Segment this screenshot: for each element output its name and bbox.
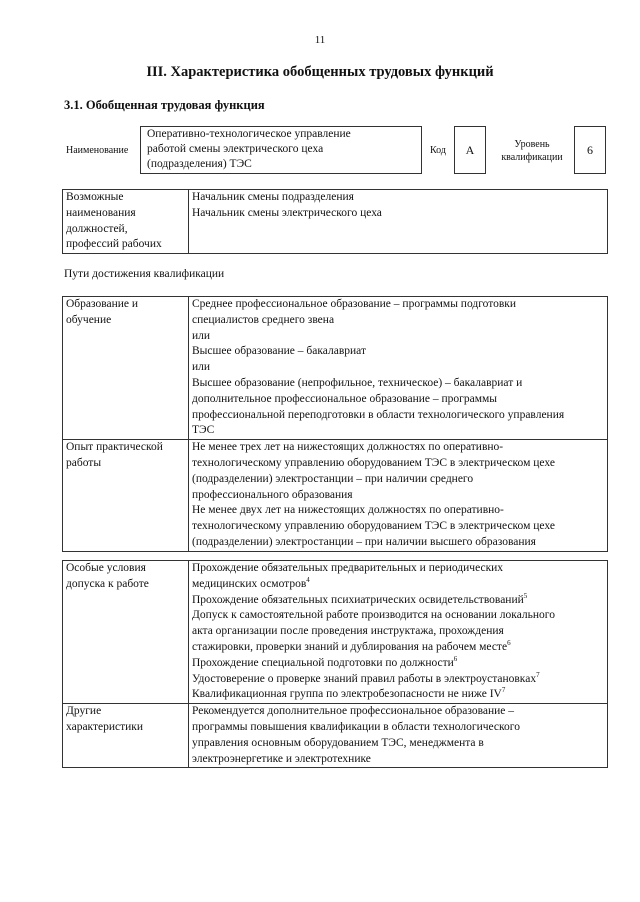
experience-values bbox=[189, 440, 608, 552]
education-line: или bbox=[192, 329, 211, 342]
admission-line: Прохождение специальной подготовки по должности$^6$ bbox=[192, 654, 458, 669]
paths-title: Пути достижения квалификации bbox=[64, 268, 225, 280]
positions-label-line: должностей, bbox=[66, 222, 128, 235]
experience-label bbox=[63, 440, 189, 552]
experience-label-line: Опыт практической bbox=[66, 441, 163, 454]
admission-values bbox=[189, 561, 608, 704]
education-label-line: обучение bbox=[66, 313, 112, 326]
admission-line: акта организации после проведения инструктажа, прохождения bbox=[192, 625, 504, 638]
education-line: специалистов среднего звена bbox=[192, 313, 335, 326]
function-name-line: (подразделения) ТЭС bbox=[147, 158, 252, 170]
paths-table bbox=[62, 296, 608, 552]
code-value: A bbox=[454, 126, 486, 174]
education-label-line: Образование и bbox=[66, 298, 139, 310]
education-line: дополнительное профессиональное образование – программы bbox=[192, 392, 497, 405]
admission-line: Допуск к самостоятельной работе производится на основании локального bbox=[192, 609, 555, 622]
positions-label-line: Возможные bbox=[66, 191, 124, 203]
level-label bbox=[496, 138, 568, 164]
education-line: Высшее образование – бакалавриат bbox=[192, 345, 366, 358]
position-item: Начальник смены электрического цеха bbox=[192, 206, 382, 219]
level-label-line: Уровень bbox=[514, 139, 550, 150]
function-name-line: Оперативно-технологическое управление bbox=[147, 128, 351, 140]
education-line: Высшее образование (непрофильное, техническое) – бакалавриат и bbox=[192, 376, 523, 389]
other-line: программы повышения квалификации в области технологического bbox=[192, 720, 520, 733]
education-line: Среднее профессиональное образование – программы подготовки bbox=[192, 298, 517, 310]
experience-line: технологическому управлению оборудованием ТЭС в электрическом цехе bbox=[192, 520, 555, 533]
footnote-ref: 7 bbox=[536, 670, 540, 679]
position-item: Начальник смены подразделения bbox=[192, 191, 354, 203]
positions-values bbox=[189, 190, 608, 254]
section-title: III. Характеристика обобщенных трудовых функций bbox=[146, 64, 494, 80]
experience-line: профессионального образования bbox=[192, 488, 353, 501]
education-line: или bbox=[192, 361, 211, 374]
other-line: электроэнергетике и электротехнике bbox=[192, 752, 371, 765]
admission-line: Удостоверение о проверке знаний правил работы в электроустановках$^7$ bbox=[192, 670, 540, 685]
admission-line: Квалификационная группа по электробезопасности не ниже $IV^7$ bbox=[192, 686, 506, 701]
other-label-line: характеристики bbox=[66, 720, 144, 733]
footnote-ref: 6 bbox=[507, 639, 511, 648]
experience-line: (подразделении) электростанции – при наличии высшего образования bbox=[192, 535, 536, 548]
admission-line: медицинских осмотров$^4$ bbox=[192, 575, 310, 590]
subsection-title: 3.1. Обобщенная трудовая функция bbox=[64, 98, 265, 112]
experience-line: технологическому управлению оборудованием ТЭС в электрическом цехе bbox=[192, 456, 555, 469]
admission-line: стажировки, проверки знаний и дублирования на рабочем месте$^6$ bbox=[192, 639, 511, 653]
positions-label-line: наименования bbox=[66, 206, 136, 219]
education-line: ТЭС bbox=[192, 424, 215, 437]
positions-table bbox=[62, 189, 608, 254]
page-number: 11 bbox=[314, 34, 326, 46]
other-label-line: Другие bbox=[66, 705, 102, 718]
admission-label-line: Особые условия bbox=[66, 562, 146, 574]
experience-line: (подразделении) электростанции – при наличии среднего bbox=[192, 472, 474, 485]
positions-label-line: профессий рабочих bbox=[66, 238, 162, 251]
experience-line: Не менее двух лет на нижестоящих должностях по оперативно- bbox=[192, 504, 504, 517]
footnote-ref: 6 bbox=[453, 654, 458, 663]
level-value: 6 bbox=[574, 126, 606, 174]
footnote-ref: 7 bbox=[501, 686, 506, 695]
admission-label bbox=[63, 561, 189, 704]
experience-line: Не менее трех лет на нижестоящих должностях по оперативно- bbox=[192, 441, 504, 454]
admission-line: Прохождение обязательных предварительных и периодических bbox=[192, 562, 504, 574]
level-label-line: квалификации bbox=[501, 152, 563, 163]
positions-label bbox=[63, 190, 189, 254]
education-values bbox=[189, 297, 608, 440]
other-line: Рекомендуется дополнительное профессиональное образование – bbox=[192, 705, 515, 718]
footnote-ref: 5 bbox=[523, 591, 528, 600]
conditions-table bbox=[62, 560, 608, 768]
other-values bbox=[189, 704, 608, 768]
admission-line: Прохождение обязательных психиатрических освидетельствований$^5$ bbox=[192, 591, 528, 606]
other-label bbox=[63, 704, 189, 768]
footnote-ref: 4 bbox=[306, 575, 310, 584]
admission-label-line: допуска к работе bbox=[66, 577, 149, 590]
education-line: профессиональной переподготовки в области технологического управления bbox=[192, 408, 565, 421]
code-label: Код bbox=[430, 145, 446, 156]
function-name-box bbox=[140, 126, 422, 174]
education-label bbox=[63, 297, 189, 440]
function-name-line: работой смены электрического цеха bbox=[147, 143, 324, 155]
experience-label-line: работы bbox=[66, 456, 102, 469]
name-label: Наименование bbox=[66, 145, 129, 156]
other-line: управления основным оборудованием ТЭС, менеджмента в bbox=[192, 736, 484, 749]
